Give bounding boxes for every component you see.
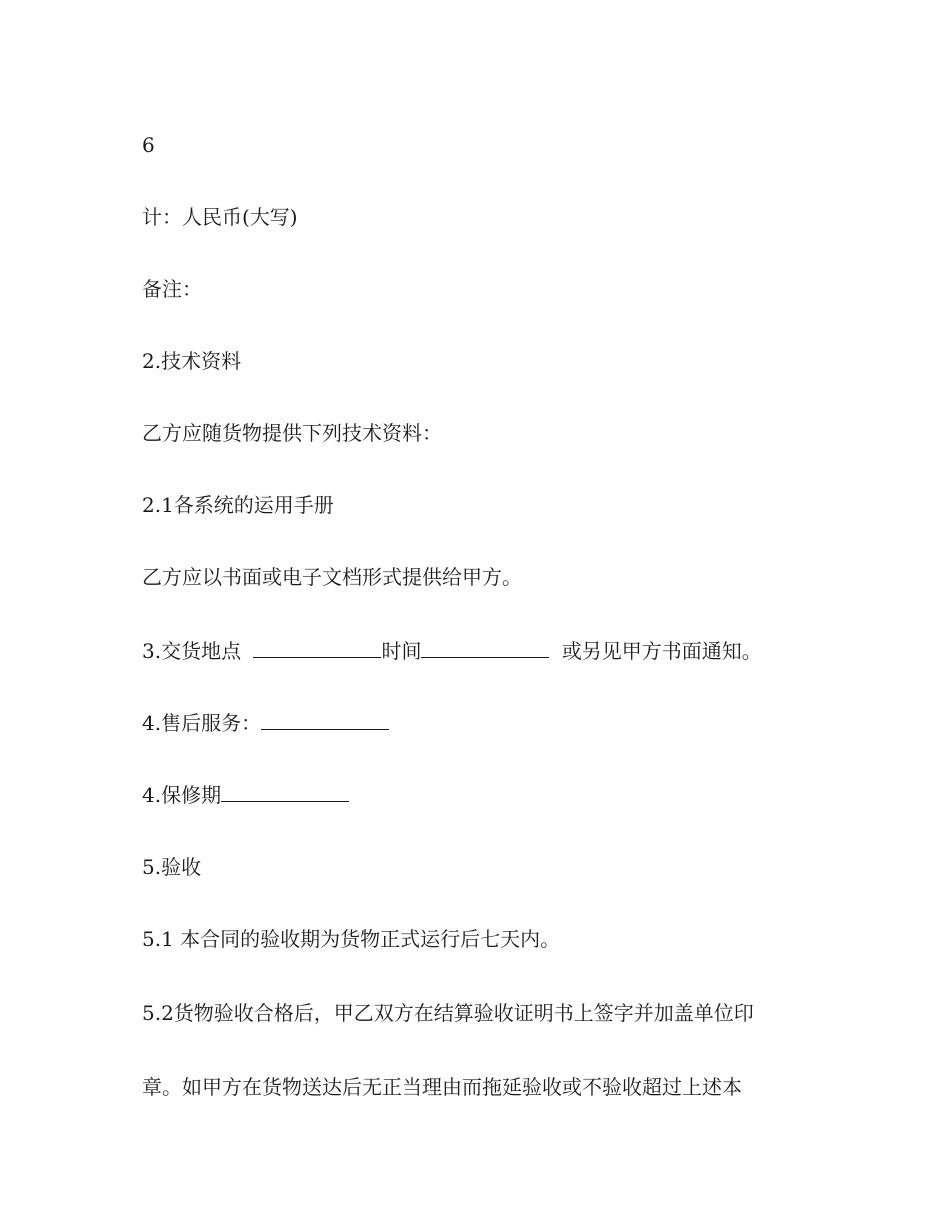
delivery-place-blank (253, 639, 381, 658)
page-number-text: 6 (142, 133, 155, 157)
delivery-note: 或另见甲方书面通知。 (561, 639, 762, 663)
after-sales-label: 4.售后服务： (142, 711, 262, 735)
delivery-line (142, 638, 762, 664)
section-5-2-text: 5.2货物验收合格后，甲乙双方在结算验收证明书上签字并加盖单位印 (142, 1001, 754, 1025)
warranty-line (142, 782, 349, 808)
delivery-time-blank (421, 639, 549, 658)
section-5-2-continuation: 章。如甲方在货物送达后无正当理由而拖延验收或不验收超过上述本 (142, 1075, 742, 1099)
tech-docs-format: 乙方应以书面或电子文档形式提供给甲方。 (142, 565, 522, 589)
warranty-label: 4.保修期 (142, 783, 222, 807)
delivery-place-label: 3.交货地点 (142, 639, 242, 663)
total-amount-line: 计：人民币(大写) (142, 205, 298, 229)
section-2-heading: 2.技术资料 (142, 349, 242, 373)
warranty-blank (221, 783, 349, 802)
after-sales-line (142, 710, 389, 736)
section-2-1-heading: 2.1各系统的运用手册 (142, 493, 334, 517)
after-sales-blank (261, 711, 389, 730)
remarks-line: 备注： (142, 277, 202, 301)
section-5-1-text: 5.1 本合同的验收期为货物正式运行后七天内。 (142, 927, 561, 951)
section-5-heading: 5.验收 (142, 855, 202, 879)
tech-docs-intro: 乙方应随货物提供下列技术资料： (142, 421, 442, 445)
delivery-time-label: 时间 (381, 639, 422, 663)
